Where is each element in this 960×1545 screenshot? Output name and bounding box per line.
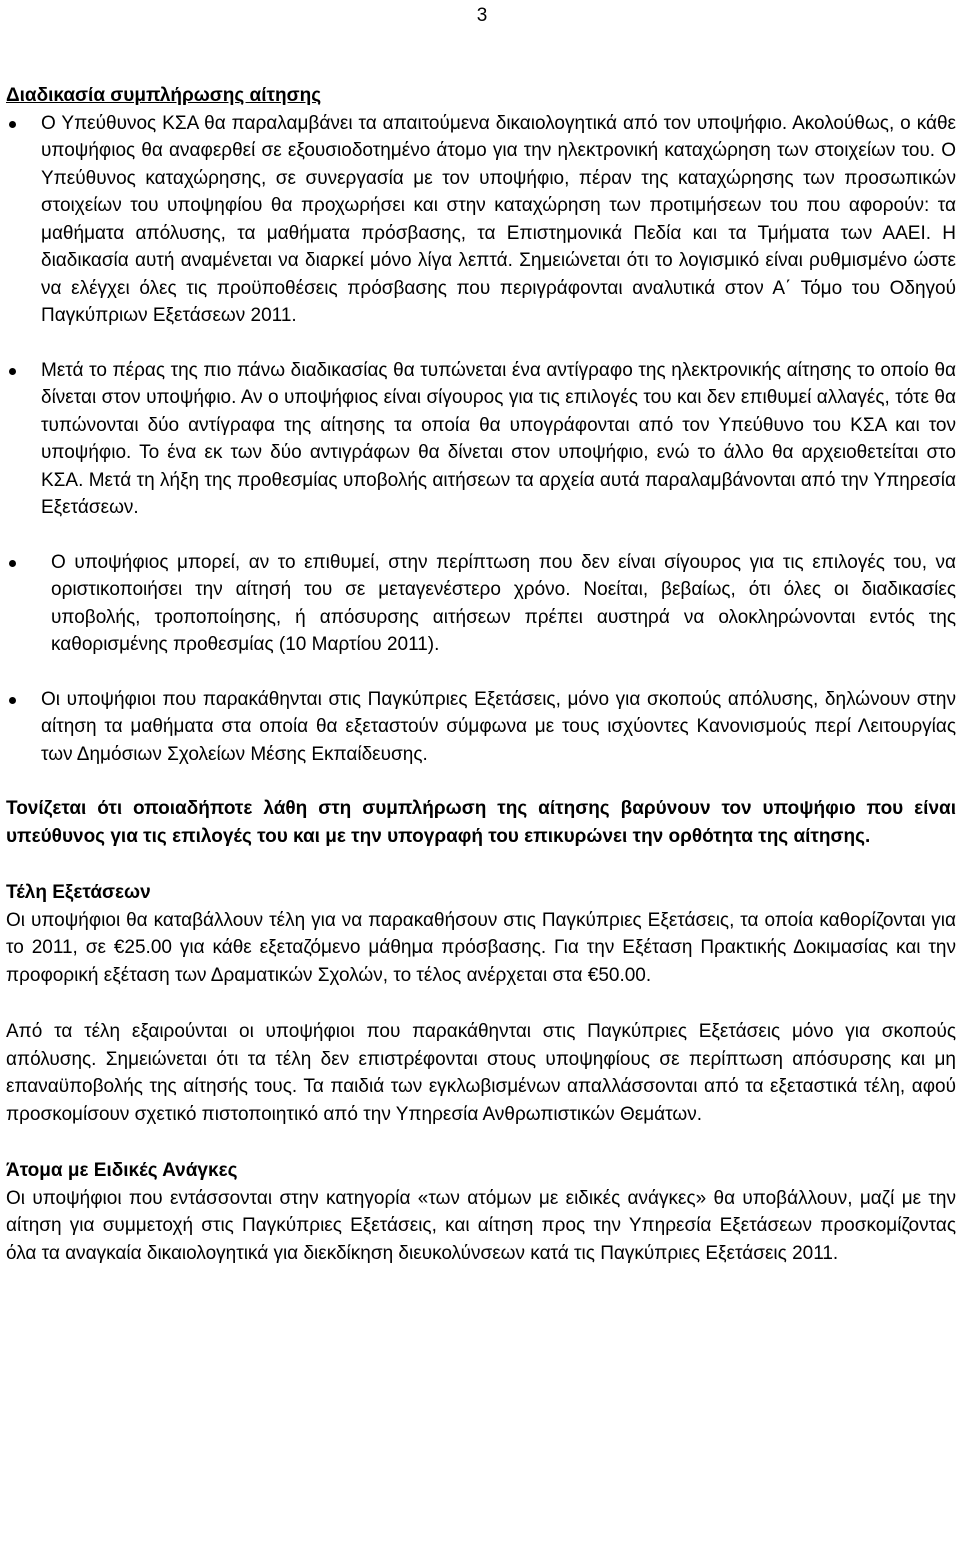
section-heading-special-needs: Άτομα με Ειδικές Ανάγκες bbox=[6, 1160, 238, 1181]
list-item bbox=[6, 549, 956, 659]
fees-paragraph: Οι υποψήφιοι θα καταβάλλουν τέλη για να παρακαθήσουν στις Παγκύπριες Εξετάσεις, τα οποία καθορίζονται για το 2011, σε €25.00 για κάθε εξεταζόμενο μάθημα πρόσβασης. Για την Εξέταση Πρακτικής Δοκιμασίας και την προφορική εξέταση των Δραματικών Σχολών, το τέλος ανέρχεται στα €50.00. bbox=[6, 909, 956, 986]
list-item-text: Μετά το πέρας της πιο πάνω διαδικασίας θα τυπώνεται ένα αντίγραφο της ηλεκτρονικής αίτησης το οποίο θα δίνεται στον υποψήφιο. Αν ο υποψήφιος είναι σίγουρος για τις επιλογές του και δεν επιθυμεί αλλαγές, τότε θα τυπώνονται δύο αντίγραφα της αίτησης τα οποία θα υπογράφονται από τον Υπεύθυνο του ΚΣΑ και τον υποψήφιο. Το ένα εκ των δύο αντιγράφων θα δίνεται στον υποψήφιο, ενώ το άλλο θα αρχειοθετείται στο ΚΣΑ. Μετά τη λήξη της προθεσμίας υποβολής αιτήσεων τα αρχεία αυτά παραλαμβάνονται από την Υπηρεσία Εξετάσεων. bbox=[41, 359, 956, 518]
application-bullet-list bbox=[6, 110, 956, 769]
page-number: 3 bbox=[476, 5, 488, 26]
list-item-text: Οι υποψήφιοι που παρακάθηνται στις Παγκύπριες Εξετάσεις, μόνο για σκοπούς απόλυσης, δηλώνουν στην αίτηση τα μαθήματα στα οποία θα εξεταστούν σύμφωνα με τους ισχύοντες Κανονισμούς περί Λειτουργίας των Δημόσιων Σχολείων Μέσης Εκπαίδευσης. bbox=[41, 688, 956, 765]
list-item bbox=[6, 357, 956, 522]
fees-exemption-paragraph: Από τα τέλη εξαιρούνται οι υποψήφιοι που παρακάθηνται στις Παγκύπριες Εξετάσεις μόνο για σκοπούς απόλυσης. Σημειώνεται ότι τα τέλη δεν επιστρέφονται στους υποψηφίους σε περίπτωση απόσυρσης και μη επαναϋποβολής της αίτησής τους. Τα παιδιά των εγκλωβισμένων απαλλάσσονται από τα εξεταστικά τέλη, αφού προσκομίσουν σχετικό πιστοποιητικό από την Υπηρεσία Ανθρωπιστικών Θεμάτων. bbox=[6, 1021, 956, 1125]
special-needs-paragraph: Οι υποψήφιοι που εντάσσονται στην κατηγορία «των ατόμων με ειδικές ανάγκες» θα υποβάλλουν, μαζί με την αίτηση για συμμετοχή στις Παγκύπριες Εξετάσεις, και αίτηση προς την Υπηρεσία Εξετάσεων προσκομίζοντας όλα τα αναγκαία δικαιολογητικά για διεκδίκηση διευκολύνσεων κατά τις Παγκύπριες Εξετάσεις 2011. bbox=[6, 1187, 956, 1264]
section-heading-fees: Τέλη Εξετάσεων bbox=[6, 882, 151, 903]
list-item-text: Ο υποψήφιος μπορεί, αν το επιθυμεί, στην περίπτωση που δεν είναι σίγουρος για τις επιλογές του, να οριστικοποιήσει την αίτησή του σε μεταγενέστερο χρόνο. Νοείται, βεβαίως, ότι όλες οι διαδικασίες υποβολής, τροποποίησης, ή απόσυρσης αιτήσεων πρέπει αυστηρά να ολοκληρώνονται εντός της καθορισμένης προθεσμίας (10 Μαρτίου 2011). bbox=[51, 551, 956, 655]
list-item-text: Ο Υπεύθυνος ΚΣΑ θα παραλαμβάνει τα απαιτούμενα δικαιολογητικά από τον υποψήφιο. Ακολούθως, ο κάθε υποψήφιος θα αναφερθεί σε εξουσιοδοτημένο άτομο για την ηλεκτρονική καταχώρηση των στοιχείων του. Ο Υπεύθυνος καταχώρησης, σε συνεργασία με τον υποψήφιο, πέραν της καταχώρησης των προσωπικών στοιχείων του υποψηφίου θα προχωρήσει και στην καταχώρηση των προτιμήσεων του που αφορούν: τα μαθήματα απόλυσης, τα μαθήματα πρόσβασης, τα Επιστημονικά Πεδία και τα Τμήματα των ΑΑΕΙ. Η διαδικασία αυτή αναμένεται να διαρκεί μόνο λίγα λεπτά. Σημειώνεται ότι το λογισμικό είναι ρυθμισμένο ώστε να ελέγχει όλες τις προϋποθέσεις πρόσβασης που περιγράφονται αναλυτικά στον Α΄ Τόμο του Οδηγού Παγκύπριων Εξετάσεων 2011. bbox=[41, 112, 956, 326]
warning-paragraph: Τονίζεται ότι οποιαδήποτε λάθη στη συμπλήρωση της αίτησης βαρύνουν τον υποψήφιο που είναι υπεύθυνος για τις επιλογές του και με την υπογραφή του επικυρώνει την ορθότητα της αίτησης. bbox=[6, 798, 956, 847]
document-body bbox=[6, 82, 956, 1267]
bullet-icon bbox=[9, 697, 16, 704]
section-heading-application: Διαδικασία συμπλήρωσης αίτησης bbox=[6, 85, 322, 106]
list-item bbox=[6, 110, 956, 330]
bullet-icon bbox=[9, 560, 16, 567]
bullet-icon bbox=[9, 368, 16, 375]
list-item bbox=[6, 686, 956, 769]
bullet-icon bbox=[9, 121, 16, 128]
